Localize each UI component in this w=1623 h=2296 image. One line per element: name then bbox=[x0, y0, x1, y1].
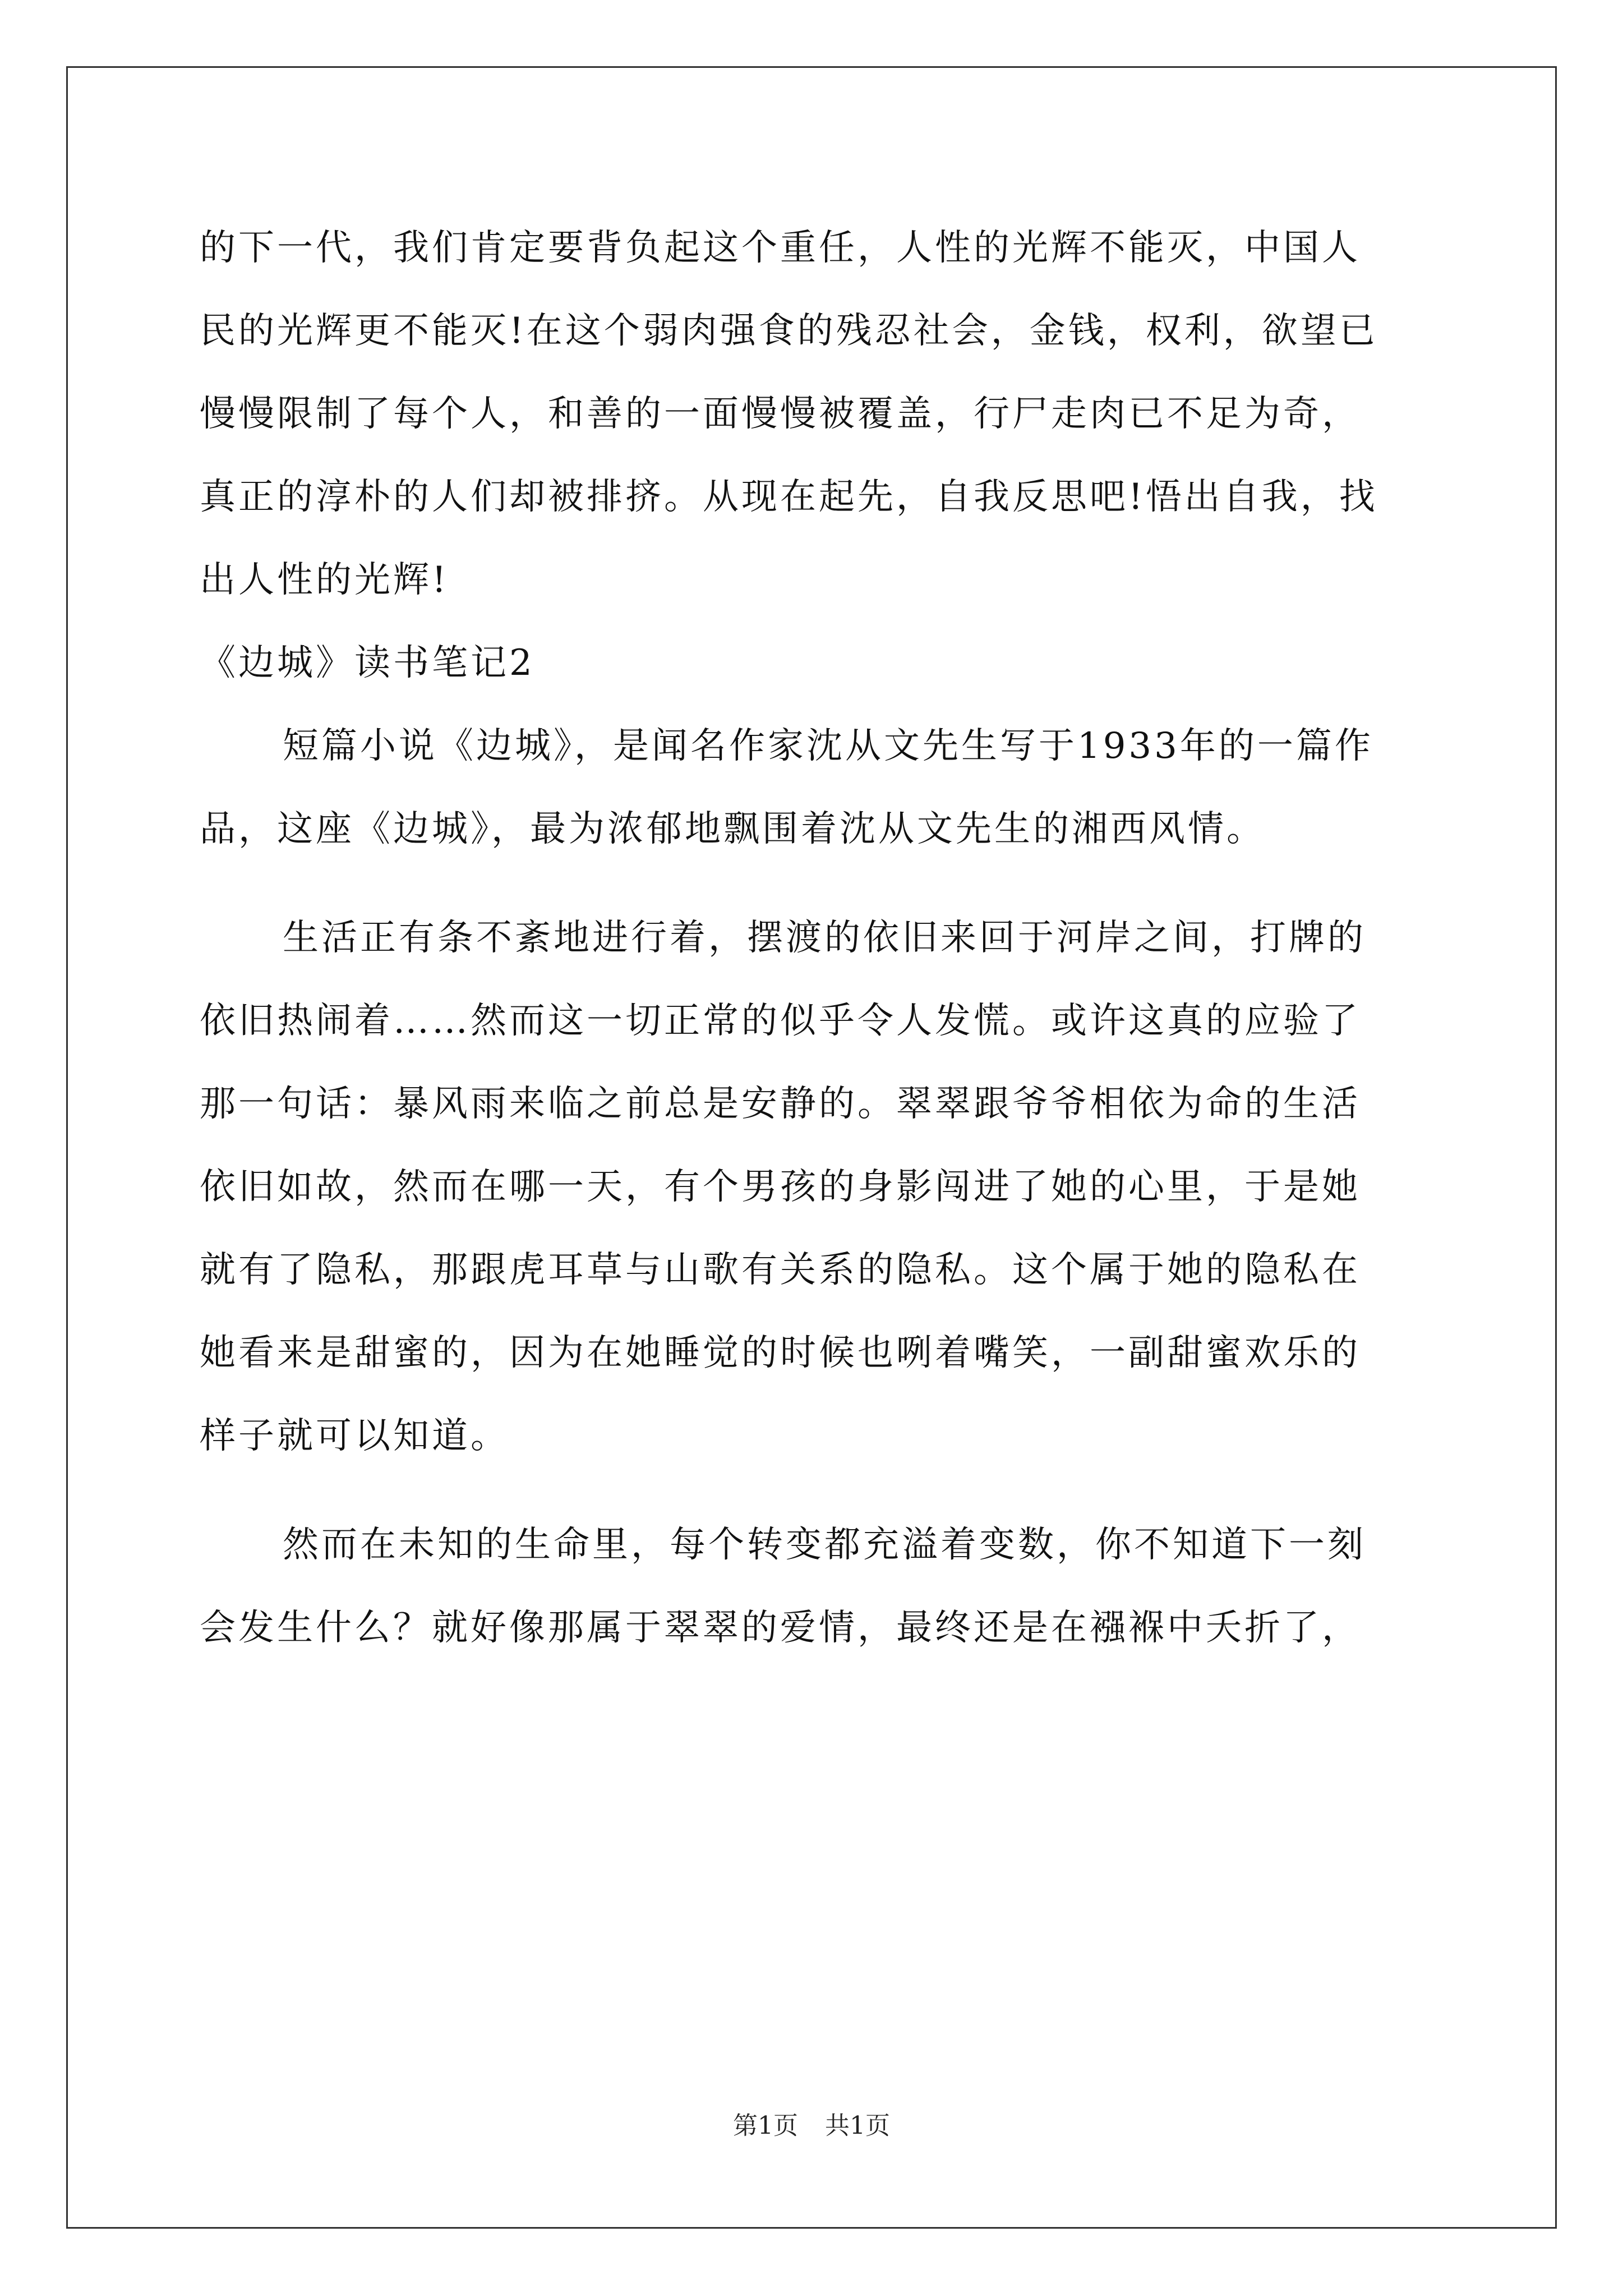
text-line: 样子就可以知道。 bbox=[200, 1415, 509, 1457]
text-line: 依旧热闹着……然而这一切正常的似乎令人发慌。或许这真的应验了 bbox=[200, 1000, 1361, 1042]
text-line: 那一句话：暴风雨来临之前总是安静的。翠翠跟爷爷相依为命的生活 bbox=[200, 1083, 1361, 1125]
text-line: 民的光辉更不能灭!在这个弱肉强食的残忍社会，金钱，权利，欲望已 bbox=[200, 310, 1378, 352]
paragraph bbox=[200, 705, 1433, 871]
page-footer bbox=[0, 2109, 1623, 2143]
text-line: 会发生什么？就好像那属于翠翠的爱情，最终还是在襁褓中夭折了， bbox=[200, 1607, 1361, 1649]
paragraph bbox=[200, 896, 1433, 1478]
text-line: 她看来是甜蜜的，因为在她睡觉的时候也咧着嘴笑，一副甜蜜欢乐的 bbox=[200, 1332, 1361, 1374]
page-number: 第1页 bbox=[733, 2111, 798, 2140]
text-line: 的下一代，我们肯定要背负起这个重任，人性的光辉不能灭，中国人 bbox=[200, 227, 1361, 269]
document-body bbox=[200, 206, 1433, 1669]
text-line: 生活正有条不紊地进行着，摆渡的依旧来回于河岸之间，打牌的 bbox=[283, 917, 1366, 959]
page-total: 共1页 bbox=[825, 2111, 890, 2140]
text-line: 品，这座《边城》，最为浓郁地飘围着沈从文先生的湘西风情。 bbox=[200, 808, 1265, 850]
text-line: 出人性的光辉! bbox=[200, 559, 449, 601]
text-line: 慢慢限制了每个人，和善的一面慢慢被覆盖，行尸走肉已不足为奇， bbox=[200, 393, 1361, 435]
text-line: 然而在未知的生命里，每个转变都充溢着变数，你不知道下一刻 bbox=[283, 1524, 1366, 1566]
paragraph bbox=[200, 1503, 1433, 1669]
paragraph bbox=[200, 206, 1433, 622]
text-line: 就有了隐私，那跟虎耳草与山歌有关系的隐私。这个属于她的隐私在 bbox=[200, 1249, 1361, 1291]
text-line: 依旧如故，然而在哪一天，有个男孩的身影闯进了她的心里，于是她 bbox=[200, 1166, 1361, 1208]
text-line: 真正的淳朴的人们却被排挤。从现在起先，自我反思吧!悟出自我，找 bbox=[200, 476, 1378, 518]
section-heading: 《边城》读书笔记2 bbox=[200, 642, 535, 684]
text-line: 短篇小说《边城》，是闻名作家沈从文先生写于1933年的一篇作 bbox=[283, 725, 1373, 767]
